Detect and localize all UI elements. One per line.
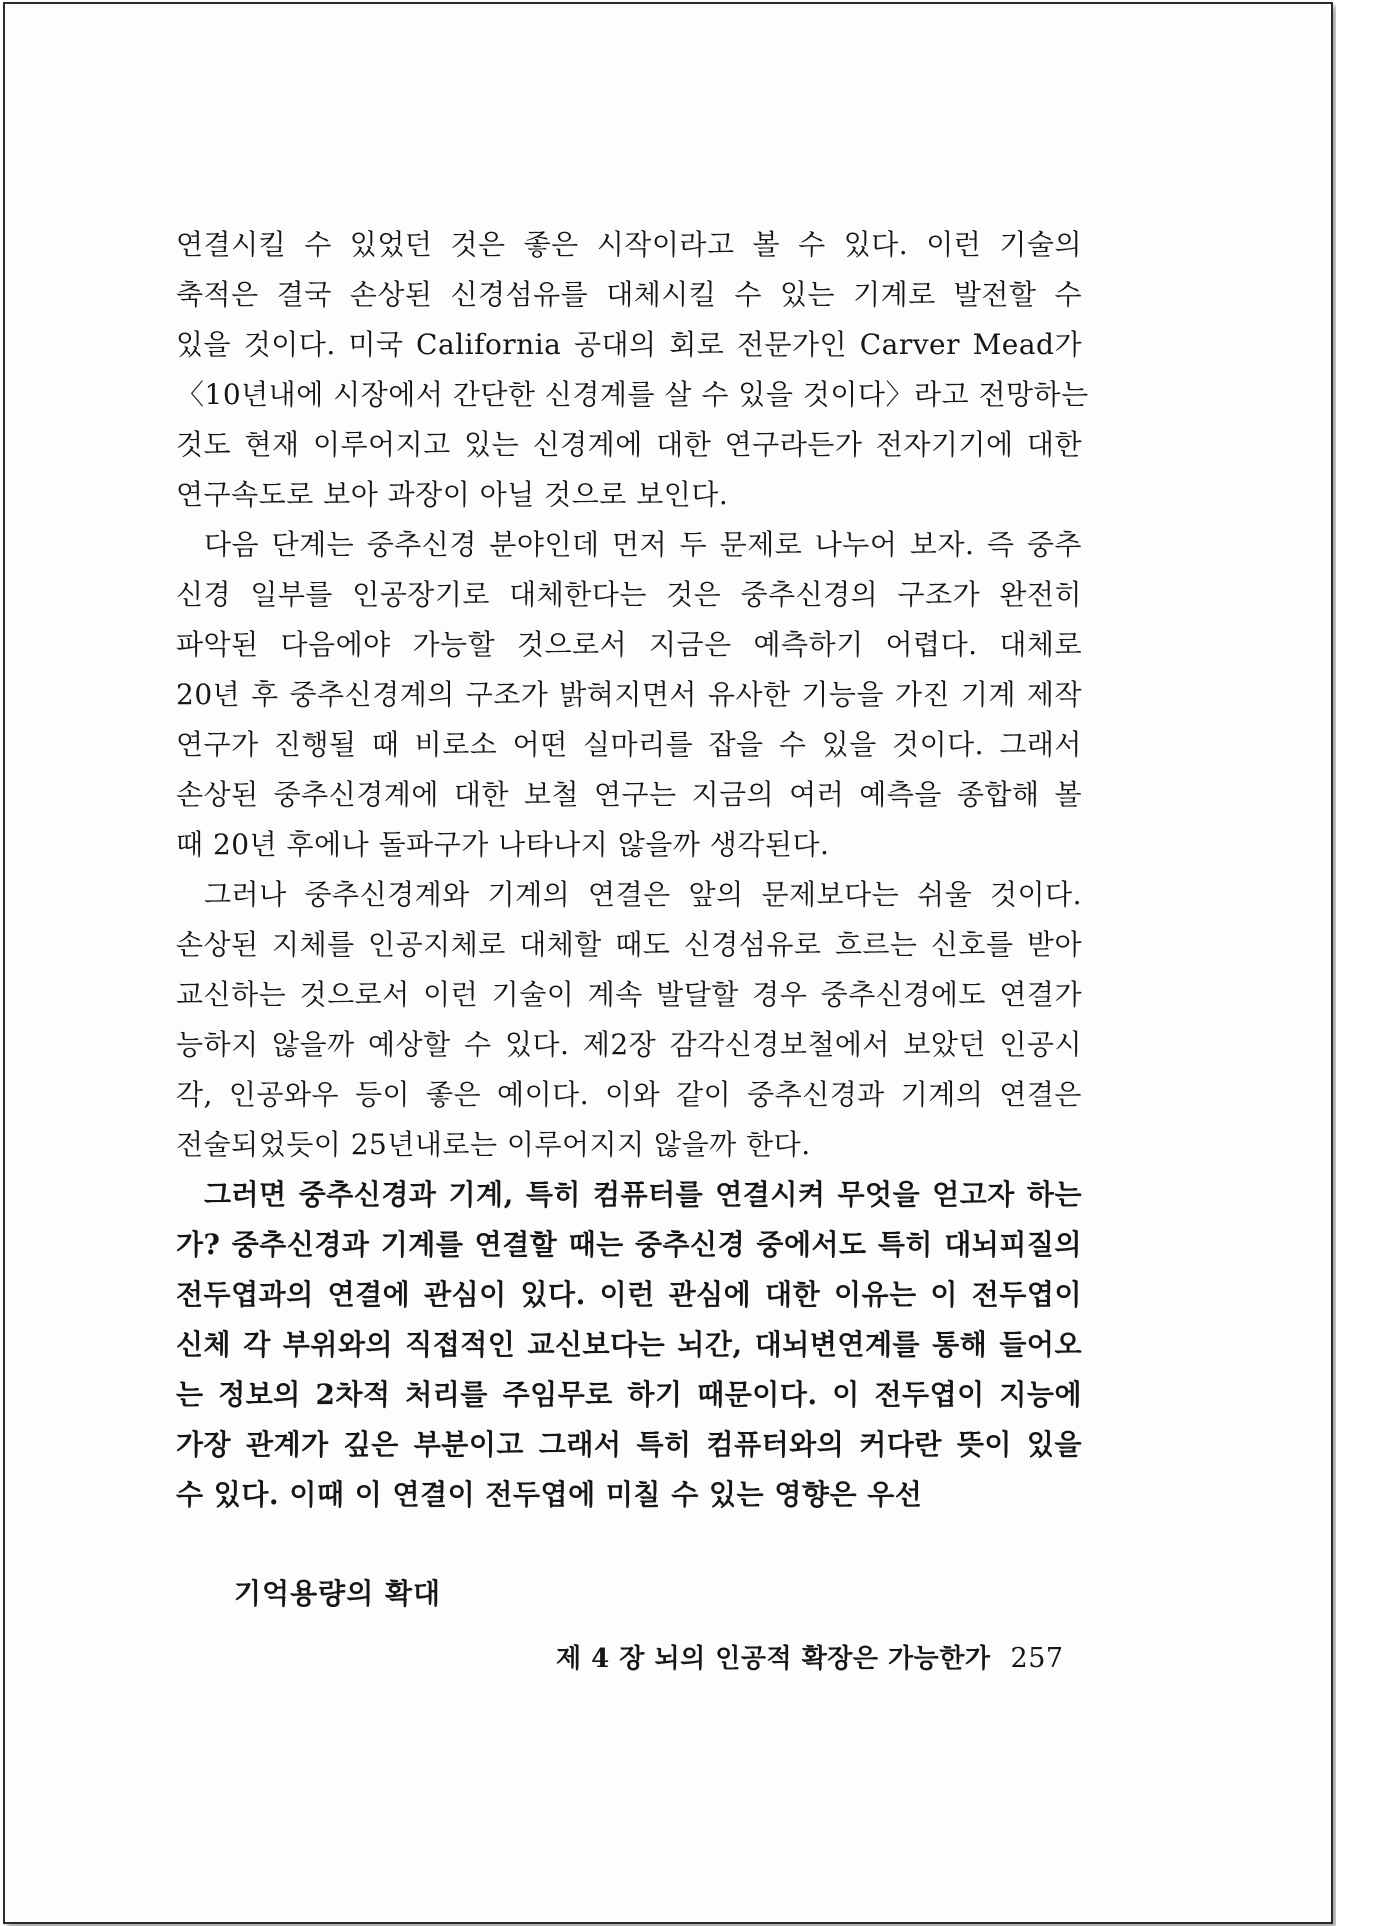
text-line: 능하지 않을까 예상할 수 있다. 제2장 감각신경보철에서 보았던 인공시 xyxy=(176,1028,1082,1061)
viewer-margin xyxy=(1336,0,1392,1926)
text-line: 파악된 다음에야 가능할 것으로서 지금은 예측하기 어렵다. 대체로 xyxy=(176,628,1082,661)
text-line: 수 있다. 이때 이 연결이 전두엽에 미칠 수 있는 영향은 우선 xyxy=(176,1478,923,1511)
text-line: 〈10년내에 시장에서 간단한 신경계를 살 수 있을 것이다〉라고 전망하는 xyxy=(176,378,1089,411)
text-line: 손상된 지체를 인공지체로 대체할 때도 신경섬유로 흐르는 신호를 받아 xyxy=(176,928,1082,961)
text-line: 전술되었듯이 25년내로는 이루어지지 않을까 한다. xyxy=(176,1128,811,1161)
section-subheading: 기억용량의 확대 xyxy=(234,1577,442,1610)
text-line: 각, 인공와우 등이 좋은 예이다. 이와 같이 중추신경과 기계의 연결은 xyxy=(176,1078,1082,1111)
text-line: 가장 관계가 깊은 부분이고 그래서 특히 컴퓨터와의 커다란 뜻이 있을 xyxy=(176,1428,1082,1461)
text-line: 때 20년 후에나 돌파구가 나타나지 않을까 생각된다. xyxy=(176,828,830,861)
chapter-title: 제 4 장 뇌의 인공적 확장은 가능한가 xyxy=(556,1644,991,1674)
text-line: 다음 단계는 중추신경 분야인데 먼저 두 문제로 나누어 보자. 즉 중추 xyxy=(204,528,1082,561)
text-line: 20년 후 중추신경계의 구조가 밝혀지면서 유사한 기능을 가진 기계 제작 xyxy=(176,678,1082,711)
text-line: 연구속도로 보아 과장이 아닐 것으로 보인다. xyxy=(176,478,729,511)
paragraph-1 xyxy=(176,220,1089,520)
text-line: 는 정보의 2차적 처리를 주임무로 하기 때문이다. 이 전두엽이 지능에 xyxy=(176,1378,1082,1411)
text-line: 그러면 중추신경과 기계, 특히 컴퓨터를 연결시켜 무엇을 얻고자 하는 xyxy=(204,1178,1082,1211)
text-line: 있을 것이다. 미국 California 공대의 회로 전문가인 Carver Mead가 xyxy=(176,328,1082,361)
text-line: 손상된 중추신경계에 대한 보철 연구는 지금의 여러 예측을 종합해 볼 xyxy=(176,778,1082,811)
text-line: 가? 중추신경과 기계를 연결할 때는 중추신경 중에서도 특히 대뇌피질의 xyxy=(176,1228,1082,1261)
text-line: 연결시킬 수 있었던 것은 좋은 시작이라고 볼 수 있다. 이런 기술의 xyxy=(176,228,1082,261)
paragraph-3 xyxy=(176,870,1082,1170)
text-line: 신체 각 부위와의 직접적인 교신보다는 뇌간, 대뇌변연계를 통해 들어오 xyxy=(176,1328,1082,1361)
text-line: 연구가 진행될 때 비로소 어떤 실마리를 잡을 수 있을 것이다. 그래서 xyxy=(176,728,1082,761)
page-number: 257 xyxy=(1010,1643,1064,1674)
body-text xyxy=(176,220,1089,1520)
text-line: 전두엽과의 연결에 관심이 있다. 이런 관심에 대한 이유는 이 전두엽이 xyxy=(176,1278,1082,1311)
text-line: 축적은 결국 손상된 신경섬유를 대체시킬 수 있는 기계로 발전할 수 xyxy=(176,278,1082,311)
paragraph-4 xyxy=(176,1170,1082,1520)
text-line: 신경 일부를 인공장기로 대체한다는 것은 중추신경의 구조가 완전히 xyxy=(176,578,1082,611)
text-line: 것도 현재 이루어지고 있는 신경계에 대한 연구라든가 전자기기에 대한 xyxy=(176,428,1082,461)
text-line: 그러나 중추신경계와 기계의 연결은 앞의 문제보다는 쉬울 것이다. xyxy=(204,878,1082,911)
text-line: 교신하는 것으로서 이런 기술이 계속 발달할 경우 중추신경에도 연결가 xyxy=(176,978,1082,1011)
running-footer xyxy=(556,1638,1064,1675)
paragraph-2 xyxy=(176,520,1082,870)
